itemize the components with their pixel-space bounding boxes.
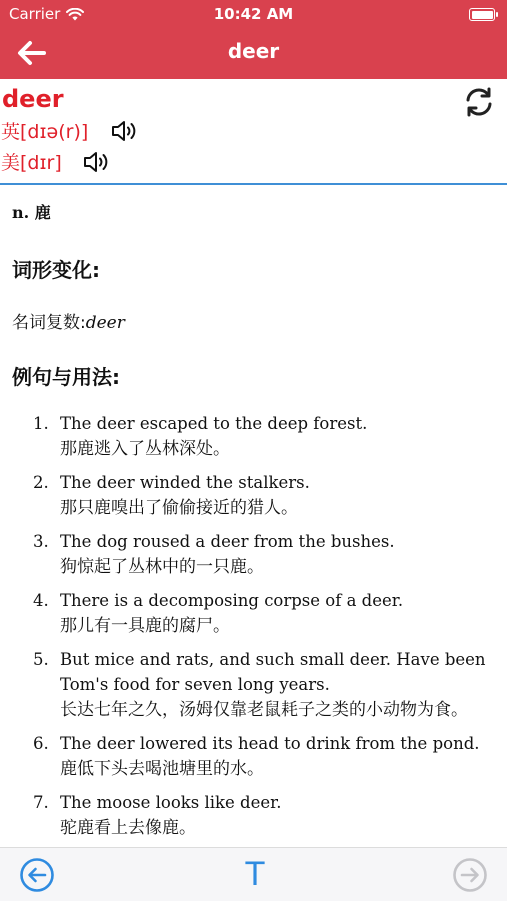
example-english: There is a decomposing corpse of a deer.	[60, 591, 404, 610]
example-chinese: 那只鹿嗅出了偷偷接近的猎人。	[60, 498, 298, 518]
plural-form	[12, 308, 125, 333]
plural-value: deer	[85, 313, 125, 333]
example-number: 2.	[33, 473, 49, 492]
example-chinese: 狗惊起了丛林中的一只鹿。	[60, 557, 264, 577]
forms-heading: 词形变化:	[12, 258, 100, 282]
play-us-button[interactable]	[82, 149, 110, 175]
example-english: The deer escaped to the deep forest.	[60, 414, 368, 433]
definition-line: n. 鹿	[12, 203, 51, 222]
example-item	[0, 470, 507, 522]
status-bar	[0, 0, 507, 28]
refresh-button[interactable]	[463, 86, 495, 118]
example-english: The dog roused a deer from the bushes.	[60, 532, 395, 551]
next-word-button[interactable]	[452, 857, 488, 893]
example-number: 7.	[33, 793, 49, 812]
example-chinese: 长达七年之久，汤姆仅靠老鼠耗子之类的小动物为食。	[60, 700, 468, 720]
example-item	[0, 529, 507, 581]
pronunciation-uk-text: 英[dɪə(r)]	[1, 121, 89, 143]
speaker-icon	[85, 153, 106, 171]
clock: 10:42 AM	[213, 5, 294, 23]
example-number: 6.	[33, 734, 49, 753]
example-chinese: 那儿有一具鹿的腐尸。	[60, 616, 230, 636]
examples-heading: 例句与用法:	[12, 365, 120, 389]
text-size-button[interactable]: T	[244, 855, 266, 893]
back-button[interactable]	[14, 36, 48, 70]
speaker-icon	[113, 122, 134, 140]
nav-title: deer	[227, 39, 280, 63]
example-item	[0, 588, 507, 640]
example-item	[0, 411, 507, 463]
headword: deer	[2, 85, 64, 113]
example-english: The deer lowered its head to drink from the pond.	[60, 734, 480, 753]
examples-list	[0, 411, 507, 847]
pronunciation-uk	[1, 117, 138, 144]
example-number: 1.	[33, 414, 49, 433]
arrow-left-circle-icon	[22, 860, 53, 891]
arrow-right-circle-icon	[455, 860, 486, 891]
arrow-left-icon	[20, 43, 44, 63]
example-chinese: 那鹿逃入了丛林深处。	[60, 439, 230, 459]
play-uk-button[interactable]	[110, 118, 138, 144]
example-english: But mice and rats, and such small deer. Have been Tom's food for seven long years.	[60, 650, 486, 694]
example-number: 3.	[33, 532, 49, 551]
top-bar	[0, 0, 507, 79]
word-header	[0, 79, 507, 185]
definition-content[interactable]	[0, 185, 507, 847]
pronunciation-us-text: 美[dɪr]	[1, 152, 62, 174]
battery-icon	[469, 8, 495, 21]
bottom-toolbar	[0, 847, 507, 901]
pronunciation-us	[1, 148, 110, 175]
example-item	[0, 647, 507, 724]
example-chinese: 鹿低下头去喝池塘里的水。	[60, 759, 264, 779]
carrier-label: Carrier	[9, 5, 61, 23]
example-number: 5.	[33, 650, 49, 669]
example-item	[0, 731, 507, 783]
example-number: 4.	[33, 591, 49, 610]
previous-word-button[interactable]	[19, 857, 55, 893]
example-english: The deer winded the stalkers.	[60, 473, 310, 492]
refresh-icon	[468, 89, 490, 115]
example-english: The moose looks like deer.	[60, 793, 282, 812]
example-item	[0, 790, 507, 842]
example-chinese: 驼鹿看上去像鹿。	[60, 818, 196, 838]
plural-label: 名词复数:	[12, 313, 86, 333]
nav-bar	[0, 28, 507, 79]
